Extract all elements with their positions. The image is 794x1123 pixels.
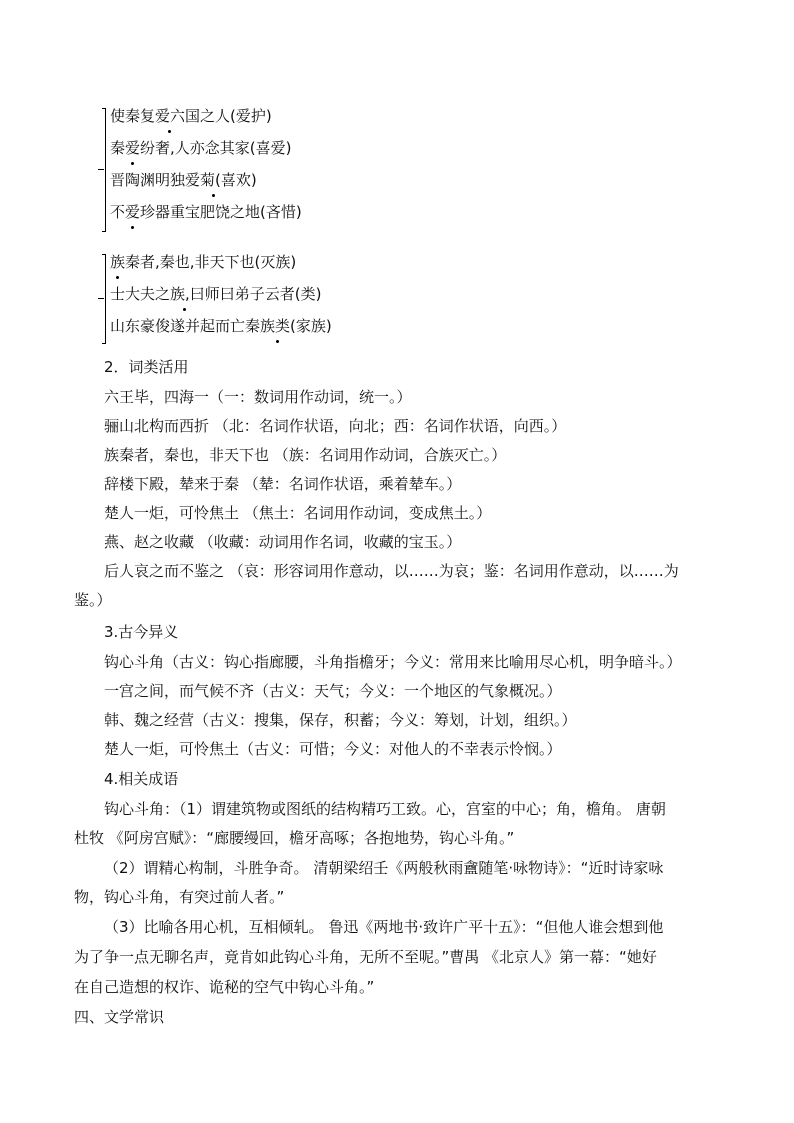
text-line: 士大夫之族,曰师曰弟子云者(类)	[110, 285, 322, 303]
section-heading: 2．词类活用	[104, 358, 189, 376]
emphasis-dot	[131, 226, 134, 229]
brace-bracket	[105, 108, 106, 232]
emphasis-dot	[183, 308, 186, 311]
section-heading: 四、文学常识	[74, 1008, 165, 1026]
list-item: 骊山北构而西折 （北：名词作状语，向北；西：名词作状语，向西。）	[104, 417, 567, 435]
list-item: 一宫之间，而气候不齐（古义：天气；今义：一个地区的气象概况。）	[104, 682, 562, 700]
paragraph-line: （2）谓精心构制，斗胜争奇。 清朝梁绍壬《两般秋雨盦随笔·咏物诗》：“近时诗家咏	[104, 859, 664, 877]
list-item: 燕、赵之收藏 （收藏：动词用作名词，收藏的宝玉。）	[104, 533, 462, 551]
list-item: 韩、魏之经营（古义：搜集，保存，积蓄；今义：筹划，计划，组织。）	[104, 711, 577, 729]
section-heading: 3.古今异义	[104, 623, 179, 641]
emphasis-dot	[168, 130, 171, 133]
text-line: 使秦复爱六国之人(爱护)	[110, 107, 272, 125]
paragraph-line: （3）比喻各用心机，互相倾轧。 鲁迅《两地书·致许广平十五》：“但他人谁会想到他	[104, 918, 664, 936]
section-heading: 4.相关成语	[104, 770, 179, 788]
emphasis-dot	[131, 162, 134, 165]
list-item: 六王毕，四海一（一：数词用作动词，统一。）	[104, 388, 412, 406]
list-item: 族秦者，秦也，非天下也 （族：名词用作动词，合族灭亡。）	[104, 446, 507, 464]
paragraph-line: 物，钩心斗角，有突过前人者。”	[74, 888, 285, 906]
paragraph-line: 为了争一点无聊名声，竟肯如此钩心斗角，无所不至呢。”曹禺 《北京人》第一幕：“她好	[74, 948, 657, 966]
brace-bracket	[105, 254, 106, 344]
text-line: 不爱珍器重宝肥饶之地(吝惜)	[110, 203, 302, 221]
list-item-continuation: 鉴。）	[74, 591, 112, 609]
emphasis-dot	[212, 194, 215, 197]
text-line: 秦爱纷奢,人亦念其家(喜爱)	[110, 139, 292, 157]
list-item: 楚人一炬，可怜焦土（古义：可惜；今义：对他人的不幸表示怜悯。）	[104, 740, 562, 758]
paragraph-line: 在自己造想的权诈、诡秘的空气中钩心斗角。”	[74, 978, 375, 996]
list-item: 楚人一炬，可怜焦土 （焦土：名词用作动词，变成焦土。）	[104, 504, 492, 522]
paragraph-line: 钩心斗角：（1）谓建筑物或图纸的结构精巧工致。心，宫室的中心；角，檐角。 唐朝	[104, 800, 666, 818]
list-item: 钩心斗角（古义：钩心指廊腰，斗角指檐牙；今义：常用来比喻用尽心机，明争暗斗。）	[104, 653, 682, 671]
paragraph-line: 杜牧 《阿房宫赋》：“廊腰缦回，檐牙高啄；各抱地势，钩心斗角。”	[74, 829, 515, 847]
list-item: 辞楼下殿，辇来于秦 （辇：名词作状语，乘着辇车。）	[104, 475, 462, 493]
text-line: 晋陶渊明独爱菊(喜欢)	[110, 171, 257, 189]
text-line: 山东豪俊遂并起而亡秦族类(家族)	[110, 317, 332, 335]
list-item: 后人哀之而不鉴之 （哀：形容词用作意动，以……为哀；鉴：名词用作意动，以……为	[104, 562, 679, 580]
text-line: 族秦者,秦也,非天下也(灭族)	[110, 253, 297, 271]
emphasis-dot	[116, 276, 119, 279]
emphasis-dot	[276, 340, 279, 343]
